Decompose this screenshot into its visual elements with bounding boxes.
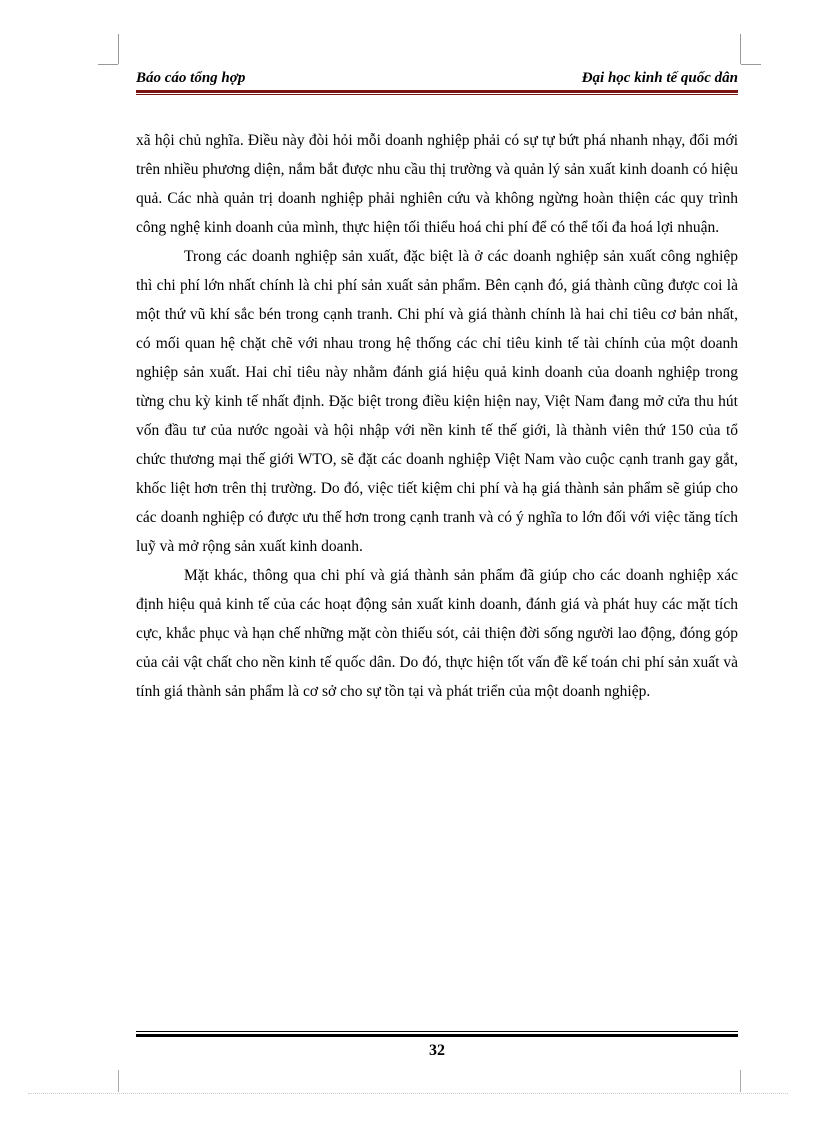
page-number: 32 xyxy=(429,1042,445,1059)
document-body xyxy=(136,126,738,706)
paragraph: Mặt khác, thông qua chi phí và giá thành sản phẩm đã giúp cho các doanh nghiệp xác định hiệu quả kinh tế của các hoạt động sản xuất kinh doanh, đánh giá và phát huy các mặt tích cực, khắc phục và hạn chế những mặt còn thiếu sót, cải thiện đời sống người lao động, đóng góp của cải vật chất cho nền kinh tế quốc dân. Do đó, thực hiện tốt vấn đề kế toán chi phí sản xuất và tính giá thành sản phẩm là cơ sở cho sự tồn tại và phát triển của một doanh nghiệp. xyxy=(136,567,738,700)
page-header xyxy=(136,68,738,90)
crop-mark-bottom-left xyxy=(118,1070,119,1092)
paragraph-continued: xã hội chủ nghĩa. Điều này đòi hỏi mỗi doanh nghiệp phải có sự tự bứt phá nhanh nhạy, đổi mới trên nhiều phương diện, nắm bắt được nhu cầu thị trường và quản lý sản xuất kinh doanh có hiệu quả. Các nhà quản trị doanh nghiệp phải nghiên cứu và không ngừng hoàn thiện các quy trình công nghệ kinh doanh của mình, thực hiện tối thiểu hoá chi phí để có thể tối đa hoá lợi nhuận. xyxy=(136,132,738,236)
header-rule-thick xyxy=(136,90,738,93)
footer-rule-thin xyxy=(136,1031,738,1032)
crop-mark-bottom-right xyxy=(740,1070,741,1092)
footer-rule-thick xyxy=(136,1034,738,1037)
header-right-title: Đại học kinh tế quốc dân xyxy=(581,70,738,86)
page-bottom-dotted-line xyxy=(28,1093,788,1094)
header-rule-thin xyxy=(136,94,738,95)
header-left-title: Báo cáo tổng hợp xyxy=(136,70,246,86)
paragraph: Trong các doanh nghiệp sản xuất, đặc biệt là ở các doanh nghiệp sản xuất công nghiệp thì chi phí lớn nhất chính là chi phí sản xuất sản phẩm. Bên cạnh đó, giá thành cũng được coi là một thứ vũ khí sắc bén trong cạnh tranh. Chi phí và giá thành chính là hai chỉ tiêu cơ bản nhất, có mối quan hệ chặt chẽ với nhau trong hệ thống các chỉ tiêu kinh tế tài chính của một doanh nghiệp sản xuất. Hai chỉ tiêu này nhằm đánh giá hiệu quả kinh doanh của doanh nghiệp trong từng chu kỳ kinh tế nhất định. Đặc biệt trong điều kiện hiện nay, Việt Nam đang mở cửa thu hút vốn đầu tư của nước ngoài và hội nhập với nền kinh tế thế giới, là thành viên thứ 150 của tổ chức thương mại thế giới WTO, sẽ đặt các doanh nghiệp Việt Nam vào cuộc cạnh tranh gay gắt, khốc liệt hơn trên thị trường. Do đó, việc tiết kiệm chi phí và hạ giá thành sản phẩm sẽ giúp cho các doanh nghiệp có được ưu thế hơn trong cạnh tranh và có ý nghĩa to lớn đối với việc tăng tích luỹ và mở rộng sản xuất kinh doanh. xyxy=(136,248,738,555)
